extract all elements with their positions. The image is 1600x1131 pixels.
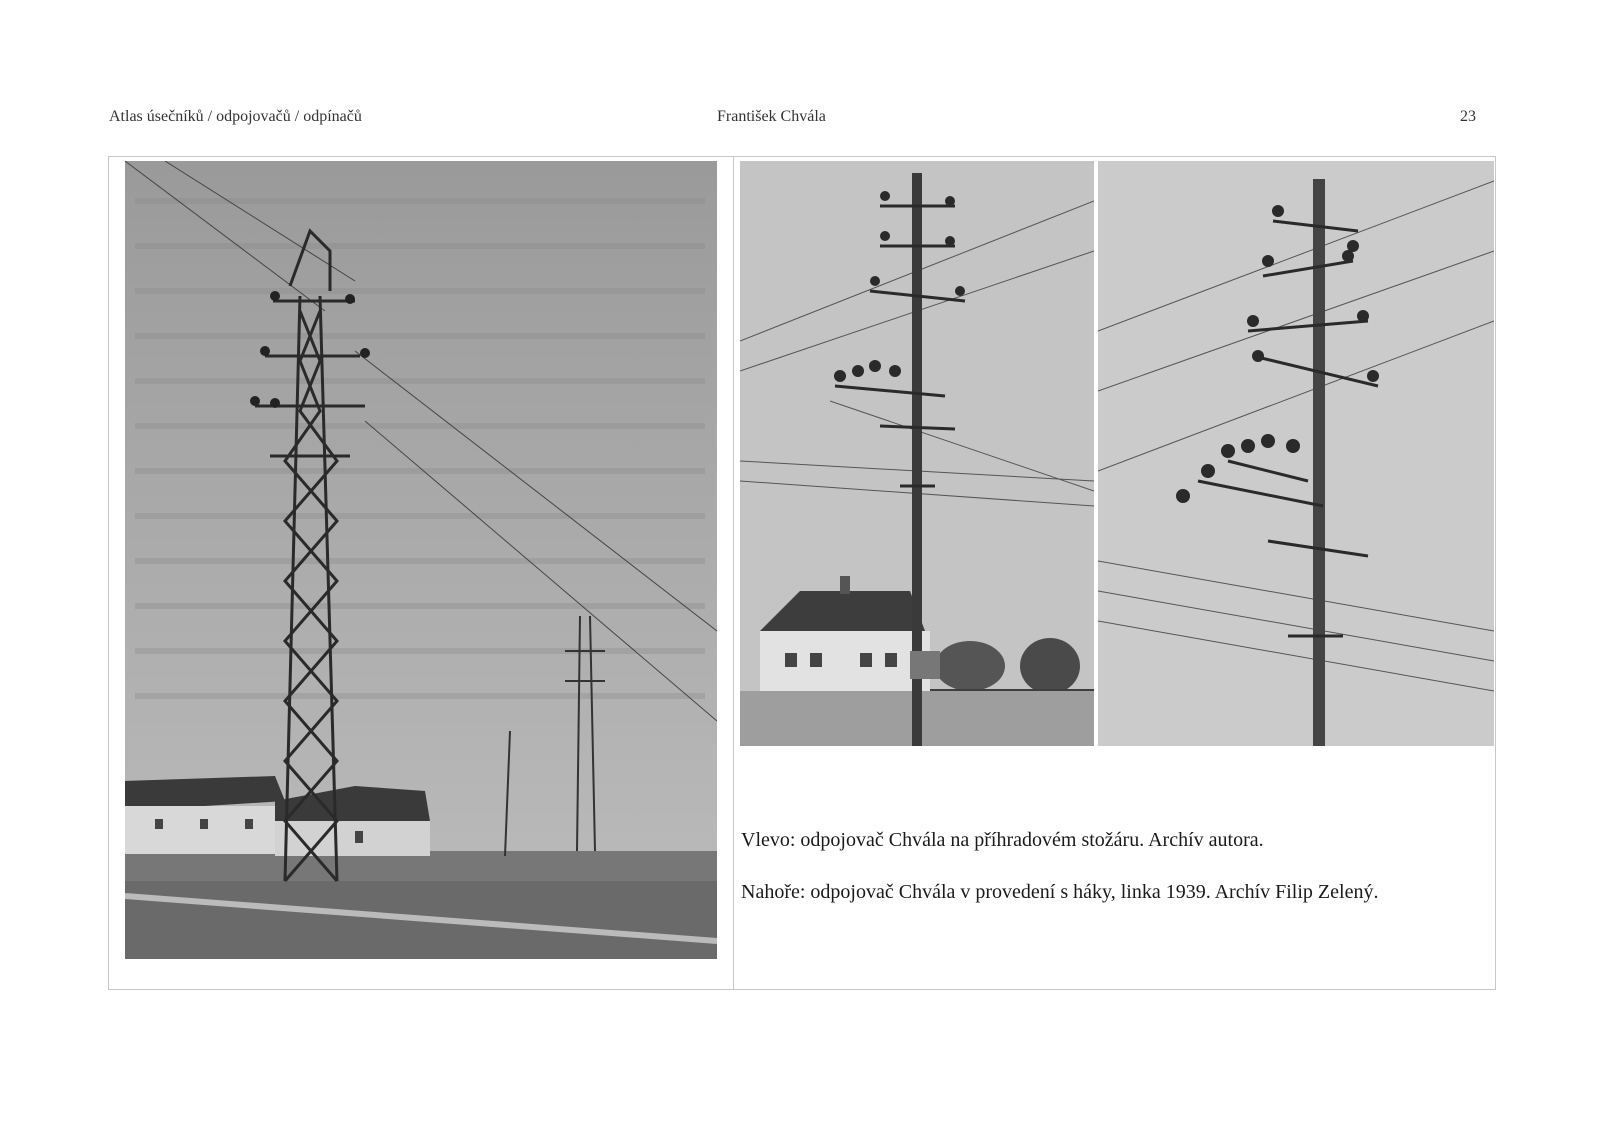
caption-left-photo: Vlevo: odpojovač Chvála na příhradovém stožáru. Archív autora. bbox=[741, 829, 1264, 851]
photo-wooden-pole-closeup bbox=[1098, 161, 1494, 746]
column-divider bbox=[733, 157, 734, 989]
photo-wooden-pole-house bbox=[740, 161, 1094, 746]
running-header-title: Atlas úsečníků / odpojovačů / odpínačů bbox=[109, 108, 362, 125]
running-header-author: František Chvála bbox=[717, 108, 826, 125]
figure-table bbox=[108, 156, 1496, 990]
page-number: 23 bbox=[1460, 108, 1476, 125]
photo-lattice-tower bbox=[125, 161, 717, 959]
caption-top-photos: Nahoře: odpojovač Chvála v provedení s háky, linka 1939. Archív Filip Zelený. bbox=[741, 881, 1379, 903]
